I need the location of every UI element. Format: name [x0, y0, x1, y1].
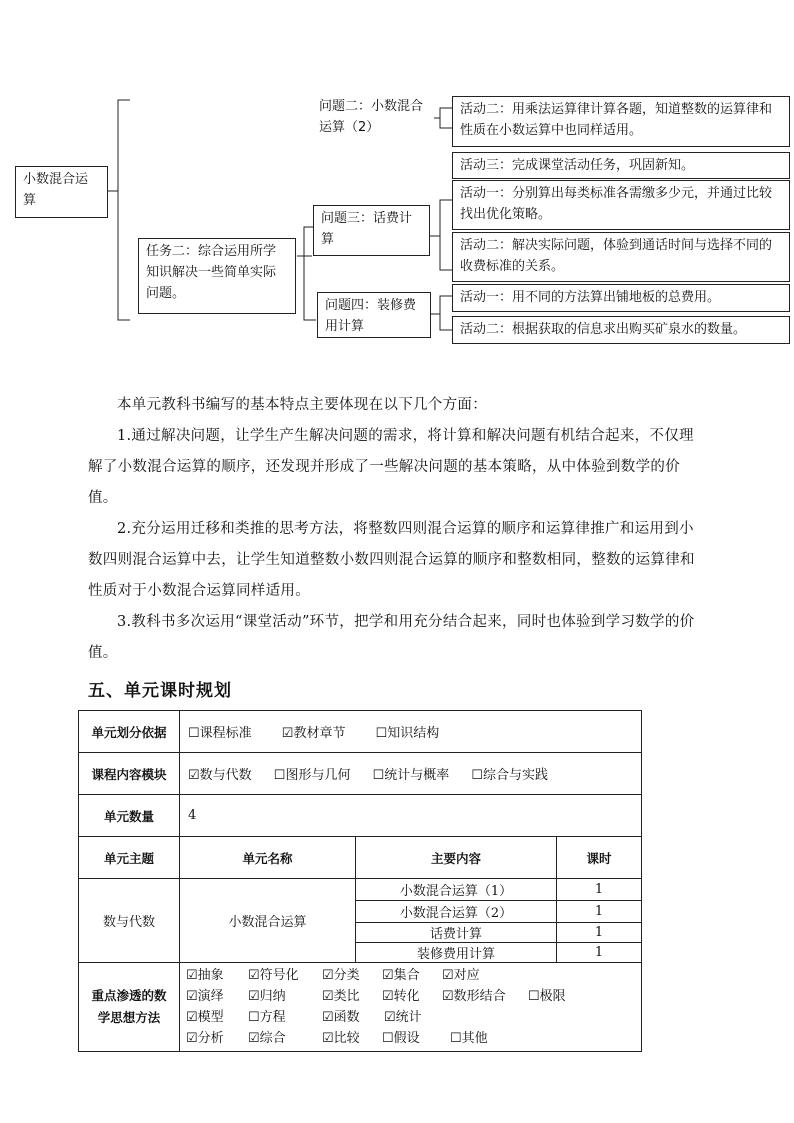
task2-node: 任务二：综合运用所学知识解决一些简单实际问题。	[138, 238, 296, 314]
mind-map	[0, 0, 794, 360]
method-item: ☑归纳	[248, 989, 286, 1004]
method-item: ☑符号化	[248, 968, 299, 983]
content-cell: 装修费用计算	[356, 943, 557, 963]
methods-row	[186, 965, 635, 986]
method-item: ☑分类	[322, 968, 360, 983]
methods-cell	[180, 963, 642, 1052]
module-option: ☐统计与概率	[372, 768, 450, 783]
unit-name: 小数混合运算	[180, 879, 356, 963]
method-item: ☑模型	[186, 1010, 224, 1025]
method-item: ☐假设	[382, 1031, 420, 1046]
content-cell: 小数混合运算（1）	[356, 879, 557, 901]
basis-option: ☐课程标准	[188, 726, 252, 741]
header-hours: 课时	[557, 837, 642, 879]
table-row	[79, 753, 642, 795]
method-item: ☑对应	[442, 968, 480, 983]
header-theme: 单元主题	[79, 837, 180, 879]
method-item: ☐其他	[450, 1031, 488, 1046]
hours-cell: 1	[557, 923, 642, 943]
method-item: ☑分析	[186, 1031, 224, 1046]
table-row	[79, 963, 642, 1052]
method-item: ☑数形结合	[442, 989, 506, 1004]
feature-paragraph-1: 1.通过解决问题，让学生产生解决问题的需求，将计算和解决问题有机结合起来，不仅理解了小数混合运算的顺序，还发现并形成了一些解决问题的基本策略，从中体验到数学的价值。	[88, 428, 694, 506]
hours-cell: 1	[557, 943, 642, 963]
methods-row	[186, 1007, 635, 1028]
table-row	[79, 795, 642, 837]
count-value: 4	[180, 795, 642, 837]
q4-activity2: 活动二：根据获取的信息求出购买矿泉水的数量。	[452, 316, 790, 344]
root-node: 小数混合运算	[15, 166, 108, 218]
method-item: ☑转化	[382, 989, 420, 1004]
methods-row	[186, 1028, 635, 1049]
method-item: ☑类比	[322, 989, 360, 1004]
q3-activity1: 活动一：分别算出每类标准各需缴多少元，并通过比较找出优化策略。	[452, 180, 790, 230]
methods-row	[186, 986, 635, 1007]
basis-label: 单元划分依据	[79, 711, 180, 753]
content-cell: 小数混合运算（2）	[356, 901, 557, 923]
method-item: ☑统计	[384, 1010, 422, 1025]
q3-activity2: 活动二：解决实际问题，体验到通话时间与选择不同的收费标准的关系。	[452, 232, 790, 282]
q2-activity2: 活动二：用乘法运算律计算各题，知道整数的运算律和性质在小数运算中也同样适用。	[452, 96, 790, 147]
module-label: 课程内容模块	[79, 753, 180, 795]
table-row	[79, 711, 642, 753]
method-item: ☐极限	[528, 989, 566, 1004]
feature-paragraph-3: 3.教科书多次运用“课堂活动”环节，把学和用充分结合起来，同时也体验到学习数学的价值。	[88, 614, 695, 661]
unit-theme: 数与代数	[79, 879, 180, 963]
table-row	[79, 879, 642, 901]
content-cell: 话费计算	[356, 923, 557, 943]
q2-node: 问题二：小数混合运算（2）	[312, 94, 434, 144]
table-header-row	[79, 837, 642, 879]
count-label: 单元数量	[79, 795, 180, 837]
hours-cell: 1	[557, 901, 642, 923]
method-item: ☑函数	[322, 1010, 360, 1025]
unit-plan-table	[78, 710, 642, 1052]
method-item: ☑比较	[322, 1031, 360, 1046]
hours-cell: 1	[557, 879, 642, 901]
basis-option: ☑教材章节	[281, 726, 346, 741]
method-item: ☑抽象	[186, 968, 224, 983]
module-option: ☐图形与几何	[273, 768, 351, 783]
module-option: ☑数与代数	[188, 768, 252, 783]
q4-activity1: 活动一：用不同的方法算出铺地板的总费用。	[452, 284, 790, 312]
methods-label: 重点渗透的数学思想方法	[79, 963, 180, 1052]
method-item: ☑综合	[248, 1031, 286, 1046]
header-main-content: 主要内容	[356, 837, 557, 879]
module-option: ☐综合与实践	[471, 768, 549, 783]
header-unit-name: 单元名称	[180, 837, 356, 879]
feature-paragraph-2: 2.充分运用迁移和类推的思考方法，将整数四则混合运算的顺序和运算律推广和运用到小数四则混合运算中去，让学生知道整数小数四则混合运算的顺序和整数相同，整数的运算律和性质对于小数混合运算同样适用。	[88, 521, 695, 599]
method-item: ☐方程	[248, 1010, 286, 1025]
section-title: 五、单元课时规划	[88, 681, 232, 701]
module-options	[180, 753, 642, 795]
q4-node: 问题四：装修费用计算	[317, 292, 431, 338]
intro-paragraph: 本单元教科书编写的基本特点主要体现在以下几个方面：	[117, 397, 487, 413]
basis-option: ☐知识结构	[375, 726, 440, 741]
q2-activity3: 活动三：完成课堂活动任务，巩固新知。	[452, 152, 790, 179]
method-item: ☑演绎	[186, 989, 224, 1004]
method-item: ☑集合	[382, 968, 420, 983]
features-text	[88, 390, 704, 669]
basis-options	[180, 711, 642, 753]
q3-node: 问题三：话费计算	[313, 205, 430, 256]
